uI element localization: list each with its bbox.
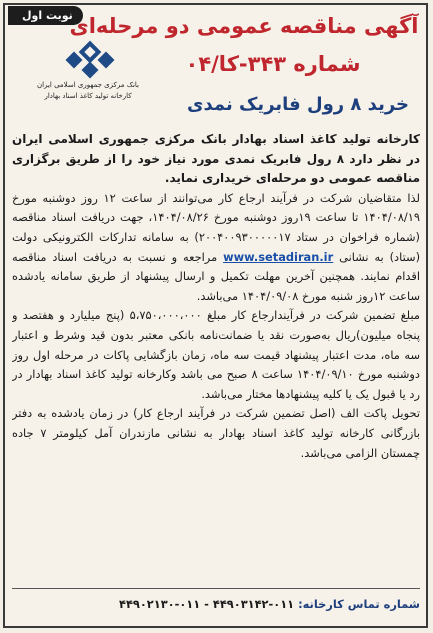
round-badge: نوبت اول [8, 6, 83, 25]
intro-paragraph: کارخانه تولید کاغذ اسناد بهادار بانک مرکزی جمهوری اسلامی ایران در نظر دارد ۸ رول فابریک نمدی مورد نیاز خود را از طریق برگزاری مناقصه عمومی دو مرحله‌ای خریداری نماید. [12, 132, 420, 186]
schedule-text-2: مراجعه و نسبت به دریافت اسناد مناقصه اقدام نمایند. همچنین آخرین مهلت تکمیل و ارسال پیشنهاد از طریق سامانه یادشده ساعت ۱۲روز شنبه مورخ ۱۴۰۴/۰۹/۰۸ می‌باشد. [12, 249, 420, 303]
ad-number: شماره ۳۴۳-کا/۰۴ [185, 52, 361, 76]
bank-name [18, 80, 158, 102]
guarantee-paragraph: مبلغ تضمین شرکت در فرآیندارجاع کار مبلغ ۵،۷۵۰،۰۰۰،۰۰۰ (پنج میلیارد و هفتصد و پنجاه میلیون)ریال به‌صورت نقد یا ضمانت‌نامه بانکی معتبر بدون قید وشرط و اعتبار سه ماه، مدت اعتبار پیشنهاد قیمت سه ماه، زمان بازگشایی پاکات در مرحله اول روز دوشنبه مورخ ۱۴۰۴/۰۹/۱۰ ساعت ۸ صبح می باشد وکارخانه تولید کاغذ اسناد بهادار در رد یا قبول یک یا کلیه پیشنهادها مختار می‌باشد. [12, 308, 420, 401]
contact-phones: ۰۱۱-۴۴۹۰۳۱۴۲ - ۰۱۱-۴۴۹۰۲۱۳۰ [119, 597, 295, 611]
ad-body [12, 130, 420, 585]
schedule-text-1: لذا متقاضیان شرکت در فرآیند ارجاع کار می‌توانند از ساعت ۱۲ روز دوشنبه مورخ ۱۴۰۴/۰۸/۱۹ تا ساعت ۱۹روز دوشنبه مورخ ۱۴۰۴/۰۸/۲۶، جهت دریافت اسناد مناقصه (شماره فراخوان در ستاد ۲۰۰۴۰۰۹۳۰۰۰۰۰۱۷) به سامانه تدارکات الکترونیکی دولت (ستاد) به نشانی [12, 190, 420, 264]
ad-title: آگهی مناقصه عمومی دو مرحله‌ای [69, 14, 419, 38]
bank-name-line1: بانک مرکزی جمهوری اسلامی ایران [37, 81, 139, 89]
bank-name-line2: کارخانه تولید کاغذ اسناد بهادار [44, 92, 132, 100]
contact-footer [12, 588, 420, 621]
contact-label: شماره تماس کارخانه: [298, 597, 420, 611]
schedule-paragraph [12, 189, 420, 307]
setad-link[interactable]: www.setadiran.ir [223, 249, 334, 264]
delivery-paragraph: تحویل پاکت الف (اصل تضمین شرکت در فرآیند ارجاع کار) در زمان یادشده به دفتر بازرگانی کارخانه تولید کاغذ اسناد بهادار به نشانی مازندران آمل کیلومتر ۷ جاده چمستان الزامی می‌باشد. [12, 406, 420, 460]
ad-subject: خرید ۸ رول فابریک نمدی [187, 94, 409, 115]
